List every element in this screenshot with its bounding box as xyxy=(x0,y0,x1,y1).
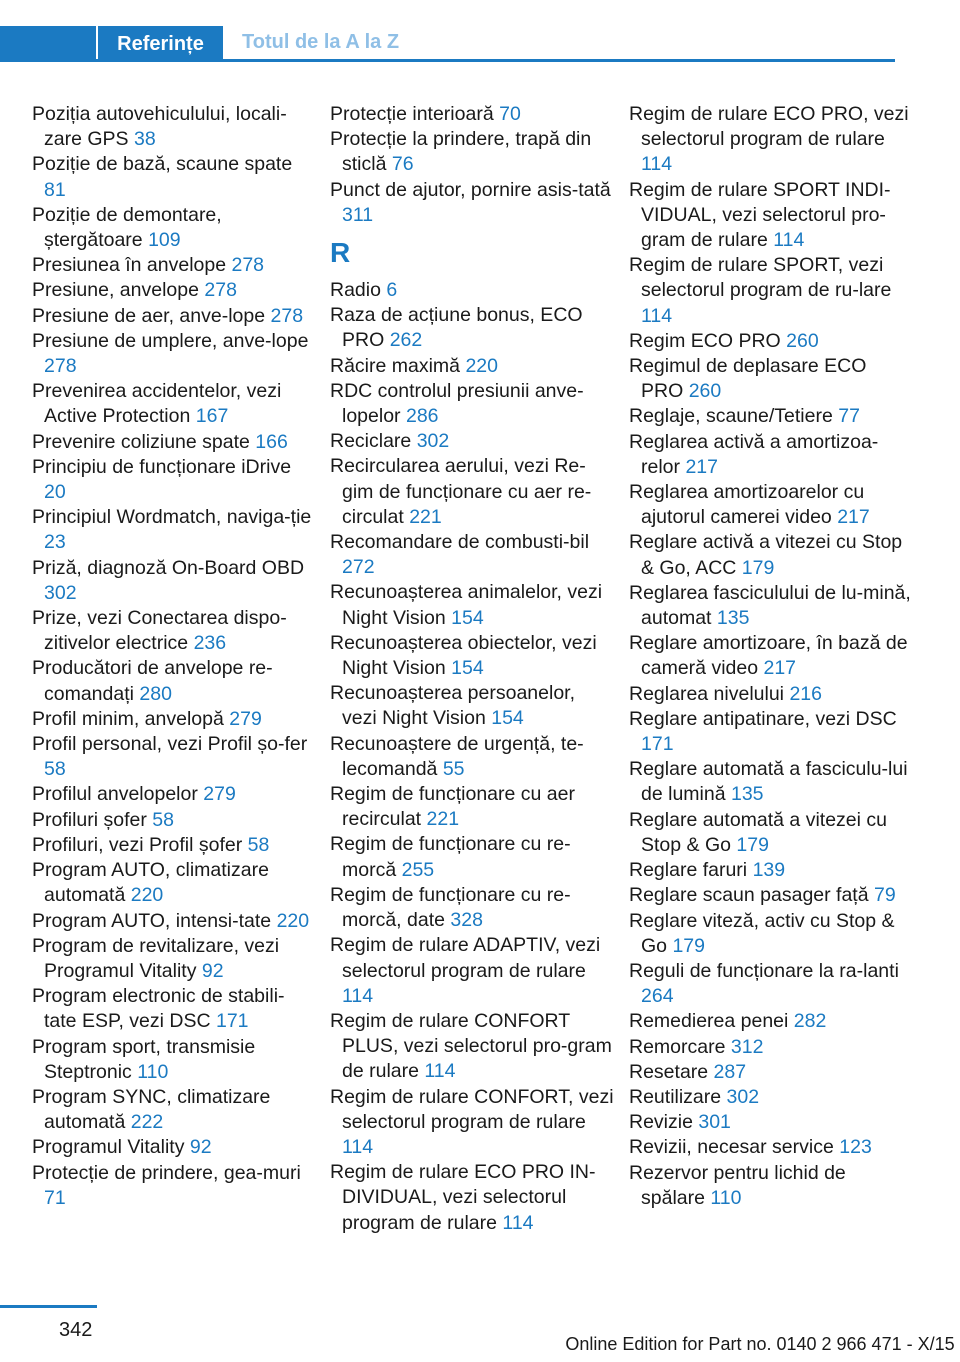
page-reference-link[interactable]: 38 xyxy=(133,128,156,151)
index-entry xyxy=(330,303,615,353)
page-reference-link[interactable]: 58 xyxy=(247,833,270,856)
index-entry xyxy=(629,178,914,254)
page-reference-link[interactable]: 123 xyxy=(839,1136,872,1159)
index-entry xyxy=(32,808,317,833)
index-entry xyxy=(629,480,914,530)
index-entry xyxy=(629,707,914,757)
page-reference-link[interactable]: 70 xyxy=(499,103,521,125)
index-entry-text: Reglarea amortizoarelor cu ajutorul camerei video xyxy=(629,481,865,529)
index-entry xyxy=(330,1009,615,1085)
page-reference-link[interactable]: 217 xyxy=(685,455,718,478)
page-reference-link[interactable]: 6 xyxy=(386,279,398,302)
index-entry xyxy=(32,253,317,278)
page-reference-link[interactable]: 114 xyxy=(502,1211,534,1234)
page-reference-link[interactable]: 278 xyxy=(204,279,237,302)
index-entry-text: Reglare viteză, activ cu Stop & Go xyxy=(629,909,895,957)
page-reference-link[interactable]: 302 xyxy=(416,430,450,453)
index-entry-text: Reglare automată a fasciculu-lui de lumină xyxy=(629,758,908,806)
index-entry xyxy=(330,681,615,731)
index-entry-text: Regim de funcționare cu aer recirculat xyxy=(330,783,575,831)
page-reference-link[interactable]: 114 xyxy=(773,229,805,252)
index-entry-text: Punct de ajutor, pornire asis-tată xyxy=(330,178,611,201)
page-reference-link[interactable]: 328 xyxy=(450,909,483,932)
page-reference-link[interactable]: 311 xyxy=(342,203,374,226)
page-reference-link[interactable]: 255 xyxy=(401,858,435,881)
page-reference-link[interactable]: 217 xyxy=(837,506,870,529)
index-entry xyxy=(629,682,914,707)
index-entry xyxy=(32,606,317,656)
index-entry xyxy=(330,102,615,127)
index-entry xyxy=(32,505,317,555)
index-entry xyxy=(32,203,317,253)
index-entry-text: Reglarea fasciculului de lu-mină, automat xyxy=(629,581,911,630)
index-entry xyxy=(32,430,317,455)
page-reference-link[interactable]: 171 xyxy=(641,733,674,756)
index-entry-text: Poziție de demontare, ștergătoare xyxy=(32,203,222,252)
index-entry-text: Program SYNC, climatizare automată xyxy=(32,1085,271,1134)
page-reference-link[interactable]: 171 xyxy=(215,1010,249,1033)
page-reference-link[interactable]: 301 xyxy=(698,1111,731,1134)
page-reference-link[interactable]: 23 xyxy=(44,531,66,554)
page-reference-link[interactable]: 279 xyxy=(229,707,262,730)
header-bar xyxy=(0,26,895,62)
page-reference-link[interactable]: 55 xyxy=(442,757,465,780)
page-reference-link[interactable]: 262 xyxy=(389,329,423,352)
page-reference-link[interactable]: 110 xyxy=(137,1060,169,1083)
page-reference-link[interactable]: 114 xyxy=(342,984,374,1007)
index-entry xyxy=(629,1009,914,1034)
tab-totul-de-la-a-la-z[interactable]: Totul de la A la Z xyxy=(242,31,400,53)
index-entry xyxy=(629,631,914,681)
index-entry-text: Recunoașterea persoanelor, vezi Night Vision xyxy=(330,682,575,730)
index-entry xyxy=(629,883,914,908)
index-entry xyxy=(32,455,317,505)
page-reference-link[interactable]: 260 xyxy=(786,329,819,352)
index-entry-text: Reglarea activă a amortizoa-relor xyxy=(629,430,879,478)
index-entry-text: Program AUTO, climatizare automată xyxy=(32,859,269,907)
index-entry-text: Remedierea penei xyxy=(629,1010,789,1033)
index-entry xyxy=(330,530,615,580)
page-reference-link[interactable]: 139 xyxy=(752,859,786,882)
section-letter: R xyxy=(330,237,351,269)
index-entry xyxy=(330,933,615,1009)
page-reference-link[interactable]: 278 xyxy=(231,254,265,277)
index-entry xyxy=(32,1085,317,1135)
page-reference-link[interactable]: 20 xyxy=(44,481,66,504)
index-entry xyxy=(629,808,914,858)
index-entry xyxy=(32,304,317,329)
index-entry-text: Reglare activă a vitezei cu Stop & Go, ACC xyxy=(629,531,903,579)
page-reference-link[interactable]: 79 xyxy=(874,884,896,907)
index-entry xyxy=(629,1085,914,1110)
index-entry-text: Profiluri, vezi Profil șofer xyxy=(32,833,243,856)
index-entry xyxy=(330,379,615,429)
page-reference-link[interactable]: 179 xyxy=(672,934,705,957)
index-entry-text: Resetare xyxy=(629,1060,709,1083)
header-divider xyxy=(0,59,895,62)
index-entry xyxy=(32,1135,317,1160)
index-entry xyxy=(629,1060,914,1085)
index-entry xyxy=(330,429,615,454)
index-entry xyxy=(330,832,615,882)
index-column-1 xyxy=(32,102,317,1211)
page-reference-link[interactable]: 92 xyxy=(201,959,224,982)
index-entry-text: Principiul Wordmatch, naviga-ție xyxy=(32,506,312,529)
index-entry xyxy=(330,1085,615,1161)
index-entry-text: Recunoaștere de urgență, te-lecomandă xyxy=(330,732,584,780)
index-entry-text: Principiu de funcționare iDrive xyxy=(32,455,292,478)
page-reference-link[interactable]: 110 xyxy=(710,1186,742,1209)
index-entry-text: Profil personal, vezi Profil șo-fer xyxy=(32,733,308,756)
index-entry-text: RDC controlul presiunii anve-lopelor xyxy=(330,379,584,428)
index-entry xyxy=(330,127,615,177)
page-reference-link[interactable]: 282 xyxy=(793,1010,827,1033)
index-entry-text: Regim de funcționare cu re-morcă xyxy=(330,833,571,881)
index-entry xyxy=(32,782,317,807)
page-reference-link[interactable]: 58 xyxy=(152,808,174,831)
index-entry xyxy=(32,909,317,934)
index-entry-text: Reutilizare xyxy=(629,1085,722,1108)
index-entry xyxy=(32,934,317,984)
page-number: 342 xyxy=(59,1319,93,1341)
page-reference-link[interactable]: 280 xyxy=(139,682,172,705)
index-entry xyxy=(629,858,914,883)
index-entry-text: Prevenirea accidentelor, vezi Active Protection xyxy=(32,380,282,428)
page-reference-link[interactable]: 236 xyxy=(193,632,227,655)
index-entry-text: Recunoașterea obiectelor, vezi Night Vision xyxy=(330,631,597,680)
index-entry xyxy=(629,581,914,631)
index-entry xyxy=(32,329,317,379)
index-entry xyxy=(629,530,914,580)
index-entry xyxy=(629,959,914,1009)
index-entry-text: Poziția autovehiculului, locali-zare GPS xyxy=(32,103,287,151)
page-reference-link[interactable]: 216 xyxy=(789,682,822,705)
index-entry-text: Protecție la prindere, trapă din sticlă xyxy=(330,128,592,176)
page-reference-link[interactable]: 154 xyxy=(451,657,484,680)
index-entry xyxy=(32,1035,317,1085)
index-entry-text: Priză, diagnoză On-Board OBD xyxy=(32,556,305,579)
index-entry-text: Recunoașterea animalelor, vezi Night Vision xyxy=(330,581,603,629)
index-entry-text: Profiluri șofer xyxy=(32,808,147,831)
index-entry-text: Regimul de deplasare ECO PRO xyxy=(629,355,867,403)
index-entry-text: Regim ECO PRO xyxy=(629,329,781,352)
index-entry-text: Recircularea aerului, vezi Re-gim de funcționare cu aer re-circulat xyxy=(330,455,592,528)
index-entry xyxy=(32,1161,317,1211)
page-reference-link[interactable]: 135 xyxy=(730,783,764,806)
index-entry-text: Protecție de prindere, gea-muri xyxy=(32,1161,301,1184)
index-entry-text: Regim de rulare SPORT INDI-VIDUAL, vezi selectorul pro-gram de rulare xyxy=(629,178,891,252)
index-entry xyxy=(629,329,914,354)
page-reference-link[interactable]: 154 xyxy=(491,707,524,730)
page-reference-link[interactable]: 135 xyxy=(716,607,750,630)
page-reference-link[interactable]: 179 xyxy=(741,556,775,579)
edition-note: Online Edition for Part no. 0140 2 966 471 - X/15 xyxy=(565,1334,955,1354)
page-reference-link[interactable]: 114 xyxy=(641,304,673,327)
index-entry xyxy=(32,379,317,429)
page-reference-link[interactable]: 221 xyxy=(409,505,442,528)
index-entry-text: Program de revitalizare, vezi Programul Vitality xyxy=(32,934,280,982)
page-reference-link[interactable]: 179 xyxy=(736,833,769,856)
index-entry-text: Regim de rulare ADAPTIV, vezi selectorul program de rulare xyxy=(330,934,601,982)
page-reference-link[interactable]: 286 xyxy=(405,405,439,428)
index-entry-text: Revizie xyxy=(629,1111,693,1134)
index-entry xyxy=(330,732,615,782)
page-reference-link[interactable]: 77 xyxy=(838,405,860,428)
index-entry-text: Regim de rulare CONFORT PLUS, vezi selectorul pro-gram de rulare xyxy=(330,1009,612,1083)
index-entry xyxy=(629,404,914,429)
index-entry-text: Reglare faruri xyxy=(629,859,748,882)
index-entry xyxy=(629,1035,914,1060)
index-entry xyxy=(330,1160,615,1236)
page-reference-link[interactable]: 220 xyxy=(276,909,310,932)
page-reference-link[interactable]: 260 xyxy=(688,380,722,403)
index-entry xyxy=(629,1110,914,1135)
index-entry xyxy=(629,757,914,807)
index-entry-text: Regim de funcționare cu re-morcă, date xyxy=(330,883,571,932)
page-reference-link[interactable]: 278 xyxy=(270,304,304,327)
index-entry xyxy=(32,278,317,303)
index-entry-text: Remorcare xyxy=(629,1035,726,1058)
index-entry xyxy=(330,883,615,933)
index-entry xyxy=(330,278,615,303)
index-column-3 xyxy=(629,102,914,1211)
index-entry-text: Reglaje, scaune/Tetiere xyxy=(629,405,833,428)
page-reference-link[interactable]: 92 xyxy=(189,1136,212,1159)
page-reference-link[interactable]: 279 xyxy=(203,783,236,806)
page-reference-link[interactable]: 264 xyxy=(641,985,674,1008)
index-entry xyxy=(629,253,914,329)
index-entry xyxy=(32,556,317,606)
index-entry-text: Presiune, anvelope xyxy=(32,279,199,302)
index-entry-text: Reciclare xyxy=(330,430,412,453)
page-reference-link[interactable]: 287 xyxy=(713,1060,747,1083)
index-entry xyxy=(629,909,914,959)
index-entry-text: Producători de anvelope re-comandați xyxy=(32,657,273,705)
page-reference-link[interactable]: 58 xyxy=(44,758,66,781)
page-reference-link[interactable]: 114 xyxy=(342,1135,374,1158)
page-reference-link[interactable]: 109 xyxy=(148,229,181,252)
index-entry-text: Recomandare de combusti-bil xyxy=(330,531,590,554)
page-reference-link[interactable]: 154 xyxy=(451,606,484,629)
index-entry-text: Profilul anvelopelor xyxy=(32,783,198,806)
index-entry xyxy=(629,1135,914,1160)
index-entry xyxy=(330,454,615,530)
index-column-2 xyxy=(330,102,615,1236)
index-entry-text: Revizii, necesar service xyxy=(629,1136,834,1159)
index-entry-text: Răcire maximă xyxy=(330,354,461,377)
index-entry xyxy=(32,102,317,152)
index-entry-text: Program sport, transmisie Steptronic xyxy=(32,1035,256,1083)
index-entry-text: Presiunea în anvelope xyxy=(32,254,227,277)
page-reference-link[interactable]: 220 xyxy=(465,354,498,377)
index-entry-text: Regim de rulare ECO PRO IN-DIVIDUAL, vezi selectorul program de rulare xyxy=(330,1161,596,1234)
page-reference-link[interactable]: 76 xyxy=(391,153,414,176)
index-entry-text: Program electronic de stabili-tate ESP, vezi DSC xyxy=(32,985,285,1033)
index-entry xyxy=(32,858,317,908)
page-reference-link[interactable]: 302 xyxy=(726,1085,760,1108)
page-reference-link[interactable]: 114 xyxy=(641,153,673,176)
index-entry xyxy=(32,656,317,706)
page-reference-link[interactable]: 302 xyxy=(44,581,77,604)
index-entry xyxy=(330,631,615,681)
index-entry-text: Poziție de bază, scaune spate xyxy=(32,153,293,176)
page-reference-link[interactable]: 272 xyxy=(342,556,375,579)
page-reference-link[interactable]: 114 xyxy=(424,1060,456,1083)
index-entry xyxy=(32,707,317,732)
page-reference-link[interactable]: 71 xyxy=(44,1186,66,1209)
index-entry-text: Profil minim, anvelopă xyxy=(32,707,224,730)
index-entry-text: Reguli de funcționare la ra-lanti xyxy=(629,959,899,982)
index-entry-text: Reglare scaun pasager față xyxy=(629,884,869,907)
page-reference-link[interactable]: 221 xyxy=(426,808,460,831)
index-entry-text: Program AUTO, intensi-tate xyxy=(32,909,272,932)
index-entry-text: Raza de acțiune bonus, ECO PRO xyxy=(330,304,583,352)
index-entry-text: Radio xyxy=(330,279,381,302)
index-entry xyxy=(330,782,615,832)
index-entry-text: Prevenire coliziune spate xyxy=(32,430,250,453)
footer-divider xyxy=(0,1305,97,1308)
page-reference-link[interactable]: 81 xyxy=(44,178,66,201)
index-entry xyxy=(330,354,615,379)
header-color-block xyxy=(0,26,96,62)
index-entry-text: Regim de rulare SPORT, vezi selectorul program de ru-lare xyxy=(629,254,892,302)
index-entry xyxy=(32,984,317,1034)
index-entry xyxy=(629,102,914,178)
page-reference-link[interactable]: 167 xyxy=(195,405,229,428)
index-entry xyxy=(330,178,615,228)
index-entry xyxy=(32,732,317,782)
tab-referinte[interactable]: Referințe xyxy=(98,26,223,62)
index-entry-text: Reglare automată a vitezei cu Stop & Go xyxy=(629,808,887,856)
index-entry-text: Rezervor pentru lichid de spălare xyxy=(629,1161,846,1209)
index-entry xyxy=(629,1161,914,1211)
index-entry xyxy=(330,580,615,630)
index-entry-text: Presiune de umplere, anve-lope xyxy=(32,329,309,352)
page-reference-link[interactable]: 220 xyxy=(130,884,164,907)
index-entry-text: Reglare antipatinare, vezi DSC xyxy=(629,707,897,730)
index-entry-text: Regim de rulare CONFORT, vezi selectorul program de rulare xyxy=(330,1085,614,1133)
index-entry-text: Programul Vitality xyxy=(32,1136,185,1159)
index-entry xyxy=(629,354,914,404)
page-reference-link[interactable]: 312 xyxy=(730,1035,764,1058)
index-entry-text: Reglare amortizoare, în bază de cameră video xyxy=(629,632,908,680)
index-entry xyxy=(32,833,317,858)
index-entry-text: Prize, vezi Conectarea dispo-zitivelor electrice xyxy=(32,607,287,655)
index-entry xyxy=(629,430,914,480)
index-entry xyxy=(32,152,317,202)
index-entry-text: Reglarea nivelului xyxy=(629,682,785,705)
page-reference-link[interactable]: 278 xyxy=(44,355,77,378)
index-entry-text: Protecție interioară xyxy=(330,103,494,125)
index-entry-text: Presiune de aer, anve-lope xyxy=(32,304,266,327)
page-reference-link[interactable]: 222 xyxy=(130,1111,164,1134)
page-reference-link[interactable]: 166 xyxy=(255,430,288,453)
page-reference-link[interactable]: 217 xyxy=(763,657,797,680)
index-entry-text: Regim de rulare ECO PRO, vezi selectorul program de rulare xyxy=(629,103,909,151)
